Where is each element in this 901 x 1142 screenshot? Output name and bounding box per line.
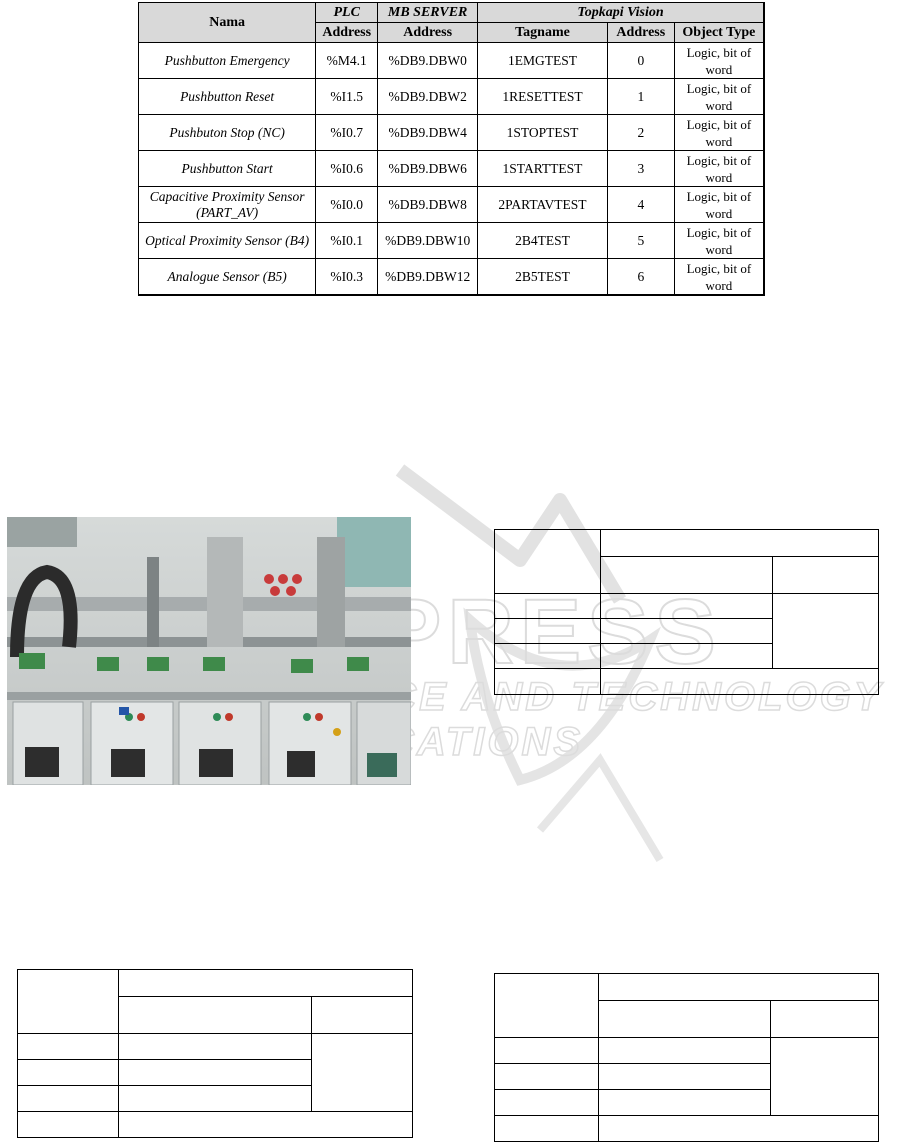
empty-cell	[495, 594, 601, 619]
empty-cell	[598, 1001, 771, 1038]
cell-address: 5	[607, 223, 674, 259]
cell-tagname: 1STARTTEST	[478, 151, 608, 187]
cell-plc-address: %I1.5	[316, 79, 378, 115]
empty-cell	[495, 669, 601, 695]
cell-tagname: 2B5TEST	[478, 259, 608, 296]
empty-cell	[600, 644, 773, 669]
empty-cell	[600, 619, 773, 644]
empty-cell	[118, 1060, 312, 1086]
cell-nama: Pushbutton Emergency	[139, 43, 316, 79]
cell-object-type: Logic, bit of word	[674, 151, 764, 187]
empty-cell	[600, 530, 878, 557]
cell-plc-address: %I0.7	[316, 115, 378, 151]
cell-address: 3	[607, 151, 674, 187]
cell-object-type: Logic, bit of word	[674, 187, 764, 223]
watermark-text: PRESS	[380, 581, 722, 683]
empty-cell	[312, 1034, 413, 1112]
cell-plc-address: %I0.0	[316, 187, 378, 223]
empty-cell	[773, 594, 879, 669]
cell-mb-address: %DB9.DBW4	[378, 115, 478, 151]
empty-cell	[18, 1060, 119, 1086]
empty-cell	[18, 1112, 119, 1138]
empty-cell	[598, 1038, 771, 1064]
mps-station-illustration	[7, 517, 411, 785]
header-topkapi: Topkapi Vision	[478, 3, 764, 23]
cell-mb-address: %DB9.DBW12	[378, 259, 478, 296]
table-row	[139, 79, 765, 115]
header-address: Address	[607, 23, 674, 43]
empty-cell	[600, 669, 878, 695]
cell-nama: Pushbutton Reset	[139, 79, 316, 115]
empty-cell	[598, 1090, 771, 1116]
empty-cell	[598, 974, 878, 1001]
cell-nama: Pushbuton Stop (NC)	[139, 115, 316, 151]
cell-nama: Analogue Sensor (B5)	[139, 259, 316, 296]
watermark-subtext: SCIENCE AND TECHNOLOGY PUBLICATIONS	[250, 675, 883, 764]
header-object-type: Object Type	[674, 23, 764, 43]
header-nama: Nama	[139, 3, 316, 43]
cell-tagname: 2B4TEST	[478, 223, 608, 259]
empty-cell	[495, 1064, 599, 1090]
header-mb-server: MB SERVER	[378, 3, 478, 23]
cell-tagname: 2PARTAVTEST	[478, 187, 608, 223]
empty-cell	[600, 594, 773, 619]
empty-cell	[495, 1090, 599, 1116]
plc-address-table	[138, 2, 765, 296]
empty-cell	[495, 619, 601, 644]
cell-tagname: 1STOPTEST	[478, 115, 608, 151]
cell-address: 0	[607, 43, 674, 79]
empty-cell	[118, 1112, 412, 1138]
table-row	[139, 151, 765, 187]
empty-cell	[118, 1034, 312, 1060]
empty-cell	[600, 557, 773, 594]
table-row	[139, 259, 765, 296]
mps-station-photo	[7, 517, 411, 785]
empty-table-bottom-left	[17, 969, 413, 1138]
cell-tagname: 1EMGTEST	[478, 43, 608, 79]
header-mb-address: Address	[378, 23, 478, 43]
empty-cell	[118, 970, 412, 997]
cell-object-type: Logic, bit of word	[674, 259, 764, 296]
header-plc-address: Address	[316, 23, 378, 43]
cell-tagname: 1RESETTEST	[478, 79, 608, 115]
cell-address: 2	[607, 115, 674, 151]
empty-cell	[18, 1034, 119, 1060]
empty-cell	[771, 1038, 879, 1116]
empty-cell	[495, 1116, 599, 1142]
table-row	[139, 115, 765, 151]
cell-object-type: Logic, bit of word	[674, 115, 764, 151]
table-row	[139, 43, 765, 79]
cell-mb-address: %DB9.DBW8	[378, 187, 478, 223]
cell-plc-address: %I0.1	[316, 223, 378, 259]
empty-cell	[18, 1086, 119, 1112]
cell-plc-address: %I0.3	[316, 259, 378, 296]
table-row	[139, 187, 765, 223]
empty-cell	[771, 1001, 879, 1038]
empty-cell	[312, 997, 413, 1034]
cell-nama: Capacitive Proximity Sensor (PART_AV)	[139, 187, 316, 223]
header-plc: PLC	[316, 3, 378, 23]
cell-mb-address: %DB9.DBW10	[378, 223, 478, 259]
empty-cell	[495, 644, 601, 669]
empty-cell	[495, 530, 601, 594]
cell-mb-address: %DB9.DBW2	[378, 79, 478, 115]
empty-table-bottom-right	[494, 973, 879, 1142]
cell-nama: Optical Proximity Sensor (B4)	[139, 223, 316, 259]
cell-object-type: Logic, bit of word	[674, 43, 764, 79]
empty-cell	[495, 1038, 599, 1064]
cell-mb-address: %DB9.DBW6	[378, 151, 478, 187]
empty-cell	[773, 557, 879, 594]
cell-plc-address: %I0.6	[316, 151, 378, 187]
empty-cell	[118, 997, 312, 1034]
table-row	[139, 223, 765, 259]
cell-plc-address: %M4.1	[316, 43, 378, 79]
empty-cell	[598, 1064, 771, 1090]
empty-cell	[18, 970, 119, 1034]
cell-address: 6	[607, 259, 674, 296]
cell-nama: Pushbutton Start	[139, 151, 316, 187]
empty-cell	[118, 1086, 312, 1112]
empty-cell	[495, 974, 599, 1038]
cell-address: 4	[607, 187, 674, 223]
empty-cell	[598, 1116, 878, 1142]
cell-object-type: Logic, bit of word	[674, 223, 764, 259]
cell-mb-address: %DB9.DBW0	[378, 43, 478, 79]
header-tagname: Tagname	[478, 23, 608, 43]
cell-address: 1	[607, 79, 674, 115]
cell-object-type: Logic, bit of word	[674, 79, 764, 115]
empty-table-right	[494, 529, 879, 695]
